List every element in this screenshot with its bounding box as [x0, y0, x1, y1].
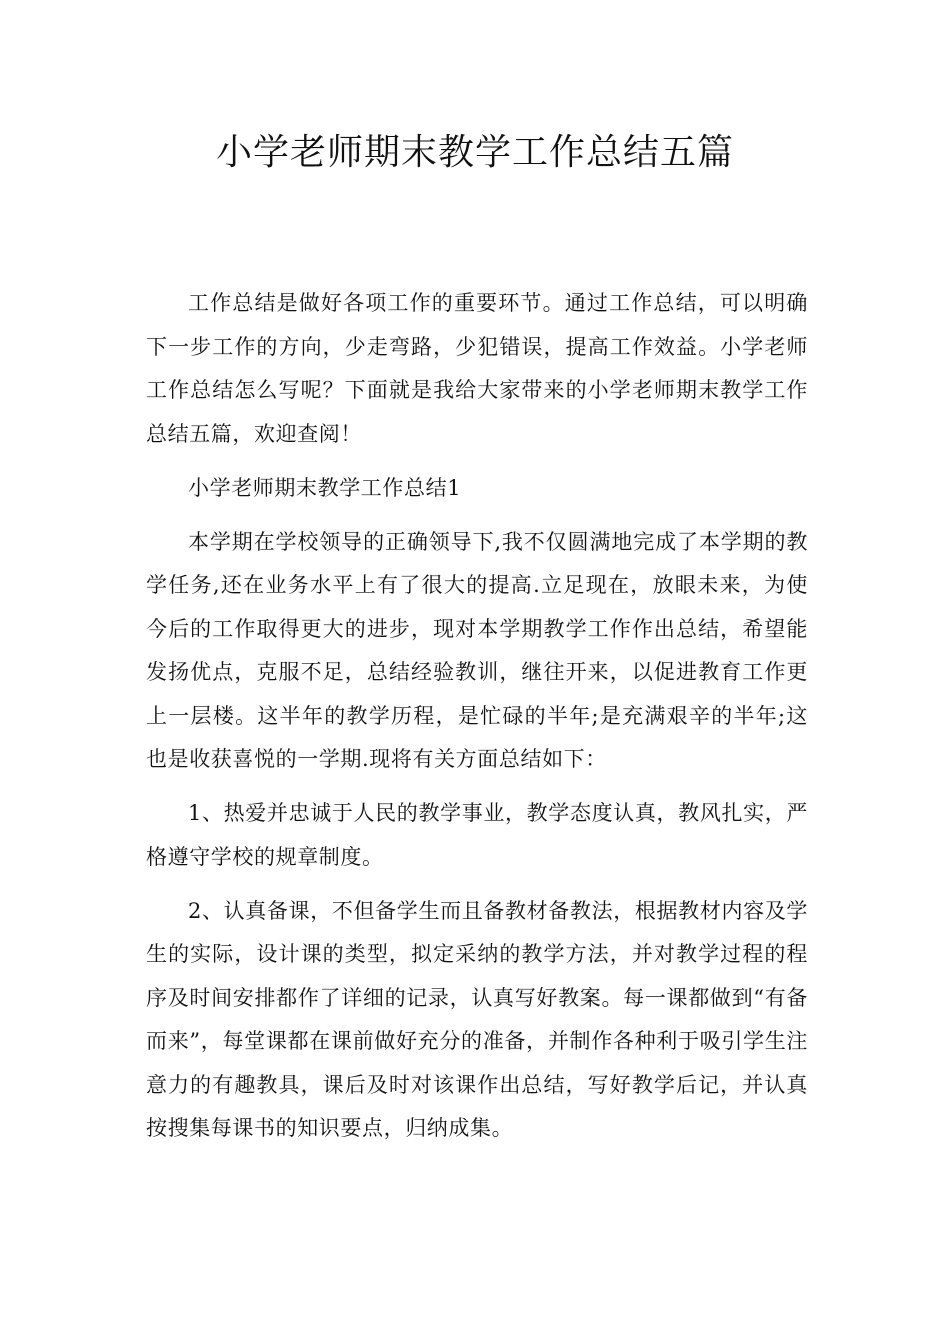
document-body [146, 282, 808, 1151]
list-item-paragraph: 2、认真备课，不但备学生而且备教材备教法，根据教材内容及学生的实际，设计课的类型，拟定采纳的教学方法，并对教学过程的程序及时间安排都作了详细的记录，认真写好教案。每一课都做到“有备而来”，每堂课都在课前做好充分的准备，并制作各种利于吸引学生注意力的有趣教具，课后及时对该课作出总结，写好教学后记，并认真按搜集每课书的知识要点，归纳成集。 [146, 898, 808, 1140]
body-paragraph: 本学期在学校领导的正确领导下,我不仅圆满地完成了本学期的教学任务,还在业务水平上有了很大的提高.立足现在，放眼未来，为使今后的工作取得更大的进步，现对本学期教学工作作出总结，希望能发扬优点，克服不足，总结经验教训，继往开来，以促进教育工作更上一层楼。这半年的教学历程，是忙碌的半年;是充满艰辛的半年;这也是收获喜悦的一学期.现将有关方面总结如下： [146, 529, 808, 771]
list-item-paragraph: 1、热爱并忠诚于人民的教学事业，教学态度认真，教风扎实，严格遵守学校的规章制度。 [146, 801, 808, 869]
document-title: 小学老师期末教学工作总结五篇 [215, 132, 734, 173]
intro-paragraph: 工作总结是做好各项工作的重要环节。通过工作总结，可以明确下一步工作的方向，少走弯路，少犯错误，提高工作效益。小学老师工作总结怎么写呢？下面就是我给大家带来的小学老师期末教学工作总结五篇，欢迎查阅！ [146, 291, 808, 446]
section-heading: 小学老师期末教学工作总结1 [188, 475, 462, 500]
